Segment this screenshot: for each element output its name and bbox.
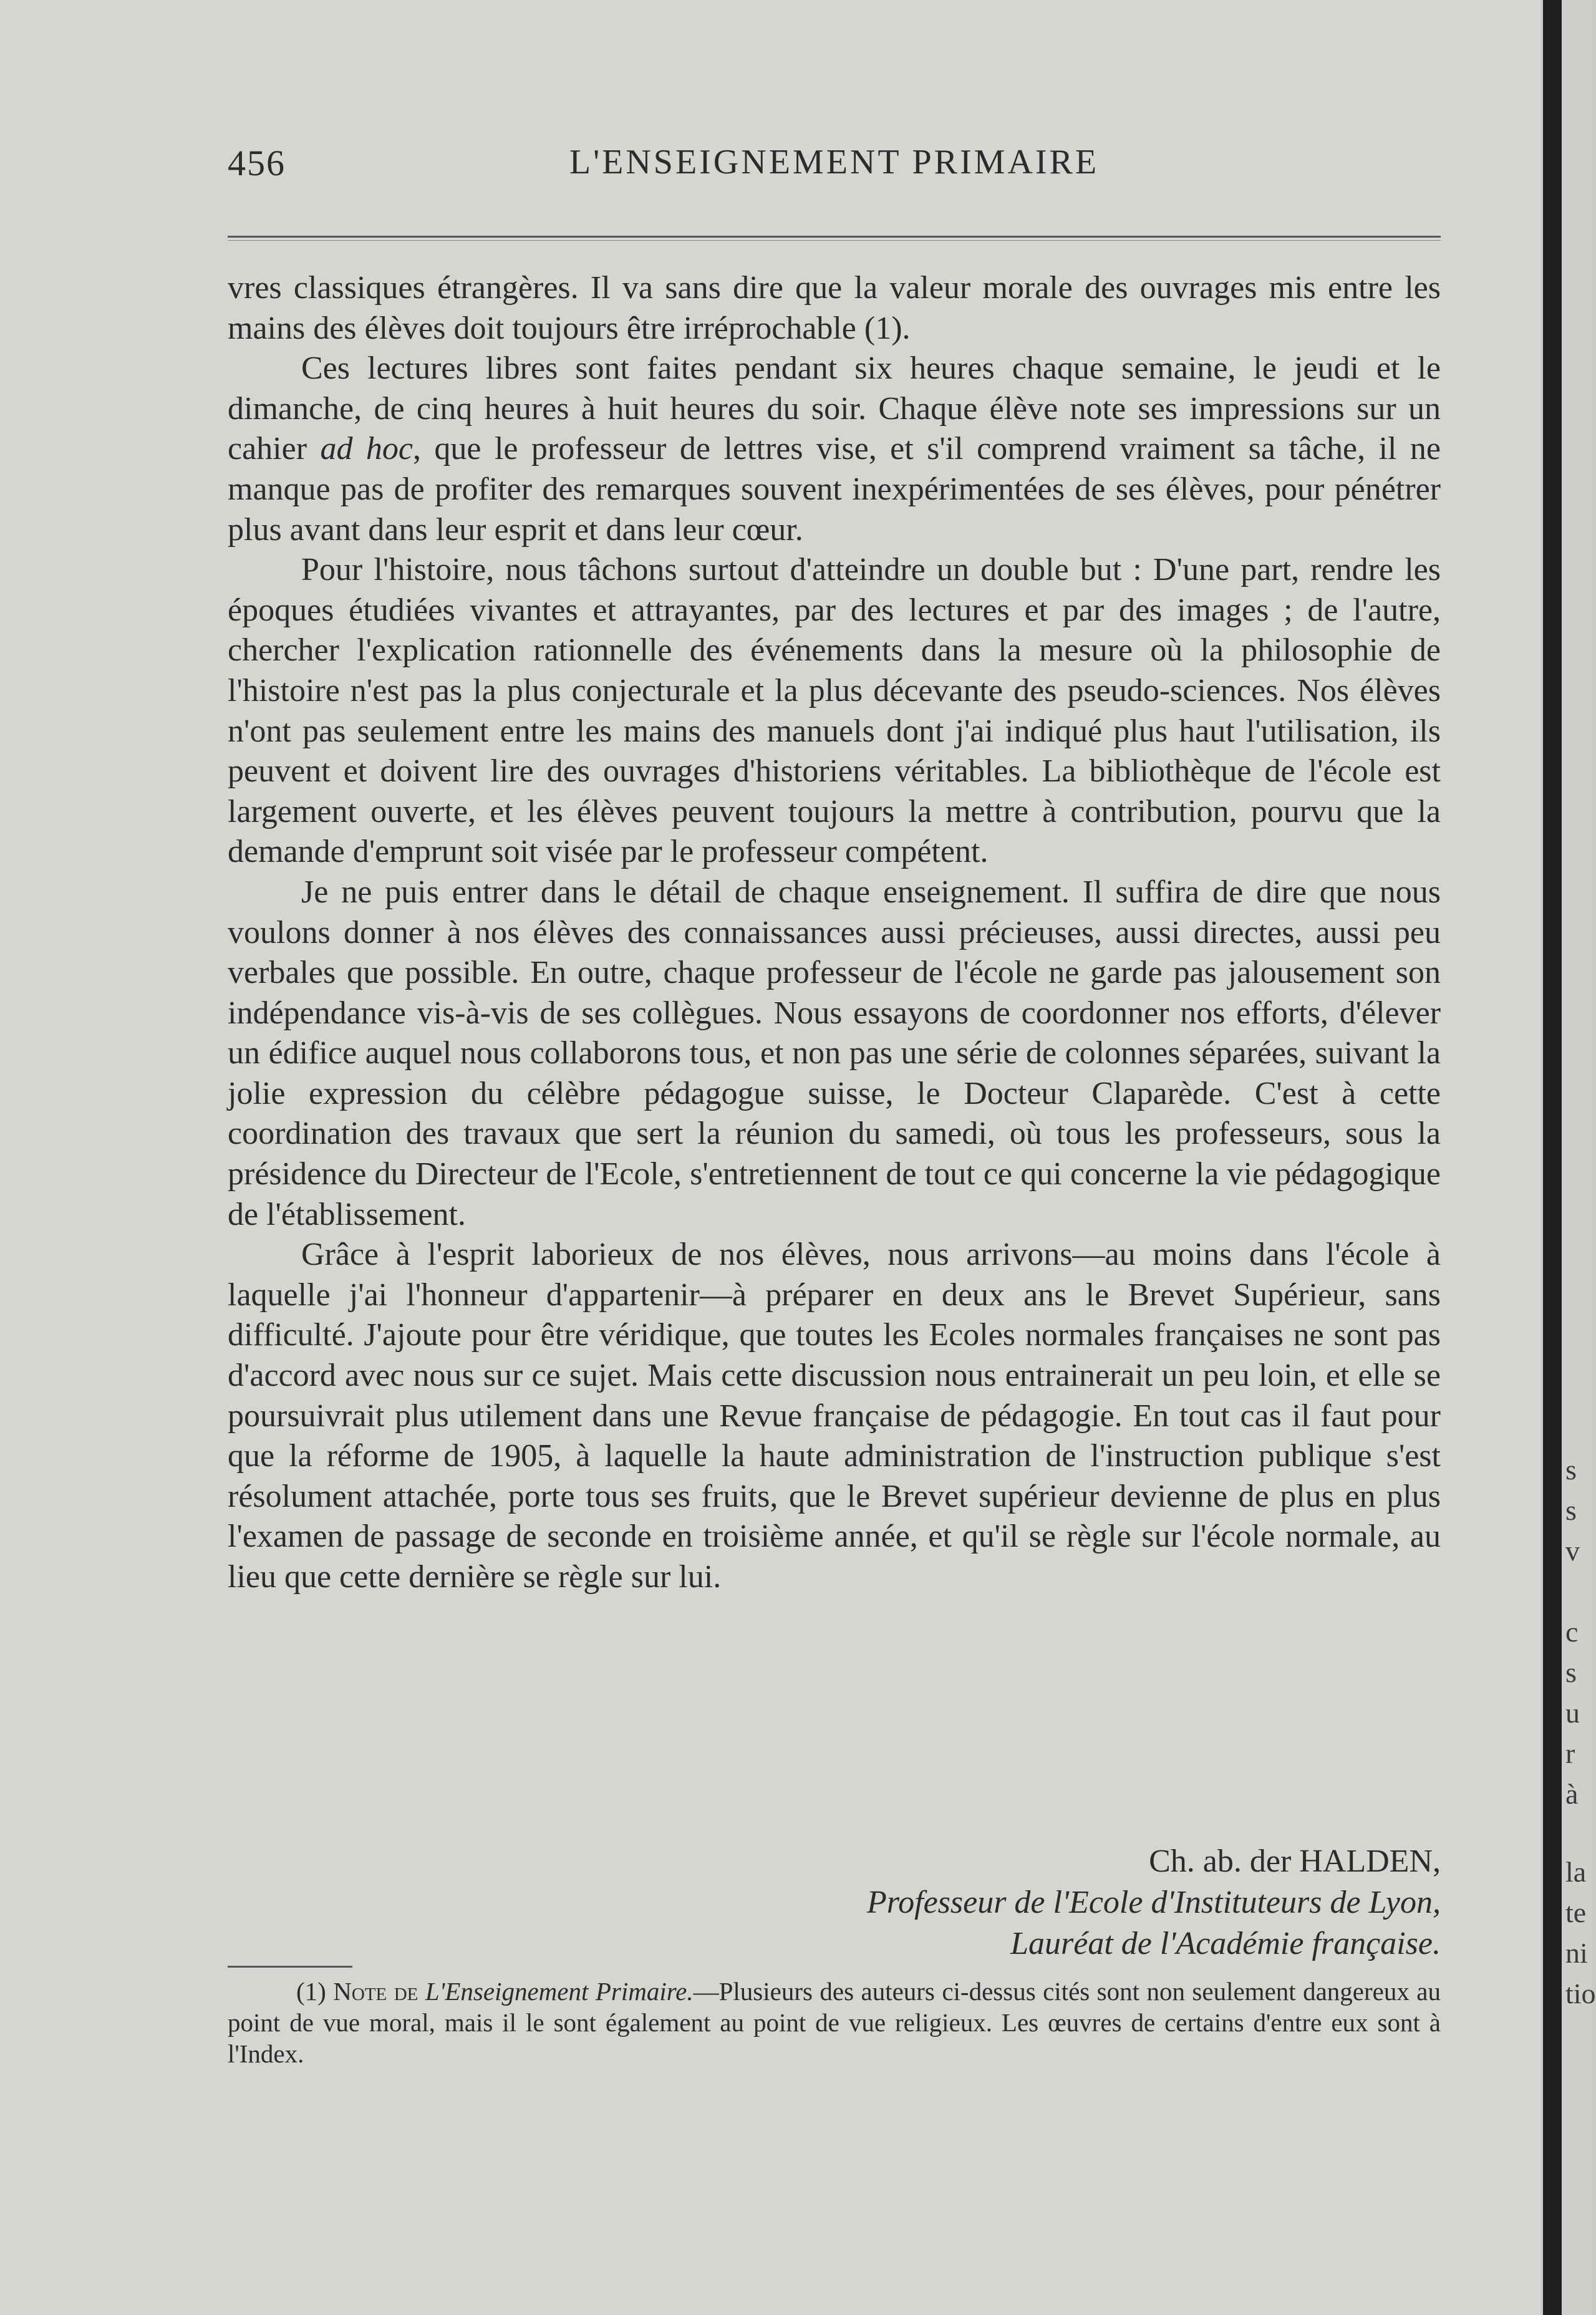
footnote-label: Note de	[333, 1977, 418, 2006]
author-title-2: Lauréat de l'Académie française.	[1010, 1926, 1441, 1961]
header-rule	[228, 236, 1441, 241]
paragraph-2	[228, 349, 1441, 550]
author-name: Ch. ab. der HALDEN,	[1149, 1844, 1441, 1879]
next-page-fragment: c	[1565, 1616, 1579, 1648]
body-text	[228, 268, 1441, 1598]
author-title-1: Professeur de l'Ecole d'Instituteurs de Lyon,	[867, 1885, 1441, 1920]
next-page-fragment: r	[1565, 1737, 1575, 1769]
next-page-fragment: v	[1565, 1535, 1580, 1567]
paragraph-2-italic: ad hoc	[320, 431, 413, 467]
next-page-fragment: s	[1565, 1656, 1577, 1688]
footnote-source: L'Enseignement Primaire.	[425, 1977, 694, 2006]
footnote	[228, 1976, 1441, 2069]
book-gutter	[1543, 0, 1562, 2315]
page-header	[228, 142, 1441, 192]
next-page-fragment: la	[1565, 1856, 1587, 1888]
paragraph-2-text-b: , que le professeur de lettres vise, et s'il comprend vraiment sa tâche, il ne manque pas de profiter des remarques souvent inexpérimentées de ses élèves, pour pénétrer plus avant dans leur esprit et dans leur cœur.	[228, 431, 1441, 548]
paragraph-5: Grâce à l'esprit laborieux de nos élèves, nous arrivons—au moins dans l'école à laquelle j'ai l'honneur d'appartenir—à préparer en deux ans le Brevet Supérieur, sans difficulté. J'ajoute pour être véridique, que toutes les Ecoles normales françaises ne sont pas d'accord avec nous sur ce sujet. Mais cette discussion nous entrainerait un peu loin, et elle se poursuivrait plus utilement dans une Revue française de pédagogie. En tout cas il faut pour que la réforme de 1905, à laquelle la haute administration de l'instruction publique s'est résolument attachée, porte tous ses fruits, que le Brevet supérieur devienne de plus en plus l'examen de passage de seconde en troisième année, et qu'il se règle sur l'école normale, au lieu que cette dernière se règle sur lui.	[228, 1237, 1441, 1595]
next-page-edge	[1562, 0, 1596, 2315]
next-page-fragment: te	[1565, 1897, 1587, 1928]
footnote-number: (1)	[296, 1977, 326, 2006]
next-page-fragment: tio	[1565, 1978, 1596, 2009]
next-page-fragment: u	[1565, 1697, 1580, 1729]
paragraph-3: Pour l'histoire, nous tâchons surtout d'atteindre un double but : D'une part, rendre les époques étudiées vivantes et attrayantes, par des lectures et par des images ; de l'autre, chercher l'explication rationnelle des événements dans la mesure où la philosophie de l'histoire n'est pas la plus conjecturale et la plus décevante des pseudo-sciences. Nos élèves n'ont pas seulement entre les mains des manuels dont j'ai indiqué plus haut l'utilisation, ils peuvent et doivent lire des ouvrages d'historiens véritables. La bibliothèque de l'école est largement ouverte, et les élèves peuvent toujours la mettre à contribution, pourvu que la demande d'emprunt soit visée par le professeur compétent.	[228, 552, 1441, 870]
signature-block	[228, 1841, 1441, 1965]
next-page-fragment: s	[1565, 1454, 1577, 1486]
paragraph-4: Je ne puis entrer dans le détail de chaque enseignement. Il suffira de dire que nous voulons donner à nos élèves des connaissances aussi précieuses, aussi directes, aussi peu verbales que possible. En outre, chaque professeur de l'école ne garde pas jalousement son indépendance vis-à-vis de ses collègues. Nous essayons de coordonner nos efforts, d'élever un édifice auquel nous collaborons tous, et non pas une série de colonnes séparées, suivant la jolie expression du célèbre pédagogue suisse, le Docteur Claparède. C'est à cette coordination des travaux que sert la réunion du samedi, où tous les professeurs, sous la présidence du Directeur de l'Ecole, s'entretiennent de tout ce qui concerne la vie pédagogique de l'établissement.	[228, 874, 1441, 1232]
paragraph-2-text-a: Ces lectures libres sont faites pendant six heures chaque semaine, le jeudi et le dimanche, de cinq heures à huit heures du soir. Chaque élève note ses impressions sur un cahier	[228, 350, 1441, 467]
next-page-fragment: s	[1565, 1494, 1577, 1526]
page-number: 456	[228, 143, 286, 183]
next-page-fragment: à	[1565, 1778, 1579, 1810]
footnote-text: —Plusieurs des auteurs ci-dessus cités sont non seulement dangereux au point de vue moral, mais il le sont également au point de vue religieux. Les œuvres de certains d'entre eux sont à l'Index.	[228, 1977, 1441, 2068]
footnote-rule	[228, 1966, 352, 1968]
next-page-fragment: ni	[1565, 1937, 1588, 1969]
paragraph-1: vres classiques étrangères. Il va sans dire que la valeur morale des ouvrages mis entre les mains des élèves doit toujours être irréprochable (1).	[228, 270, 1441, 346]
running-title: L'ENSEIGNEMENT PRIMAIRE	[569, 143, 1100, 181]
